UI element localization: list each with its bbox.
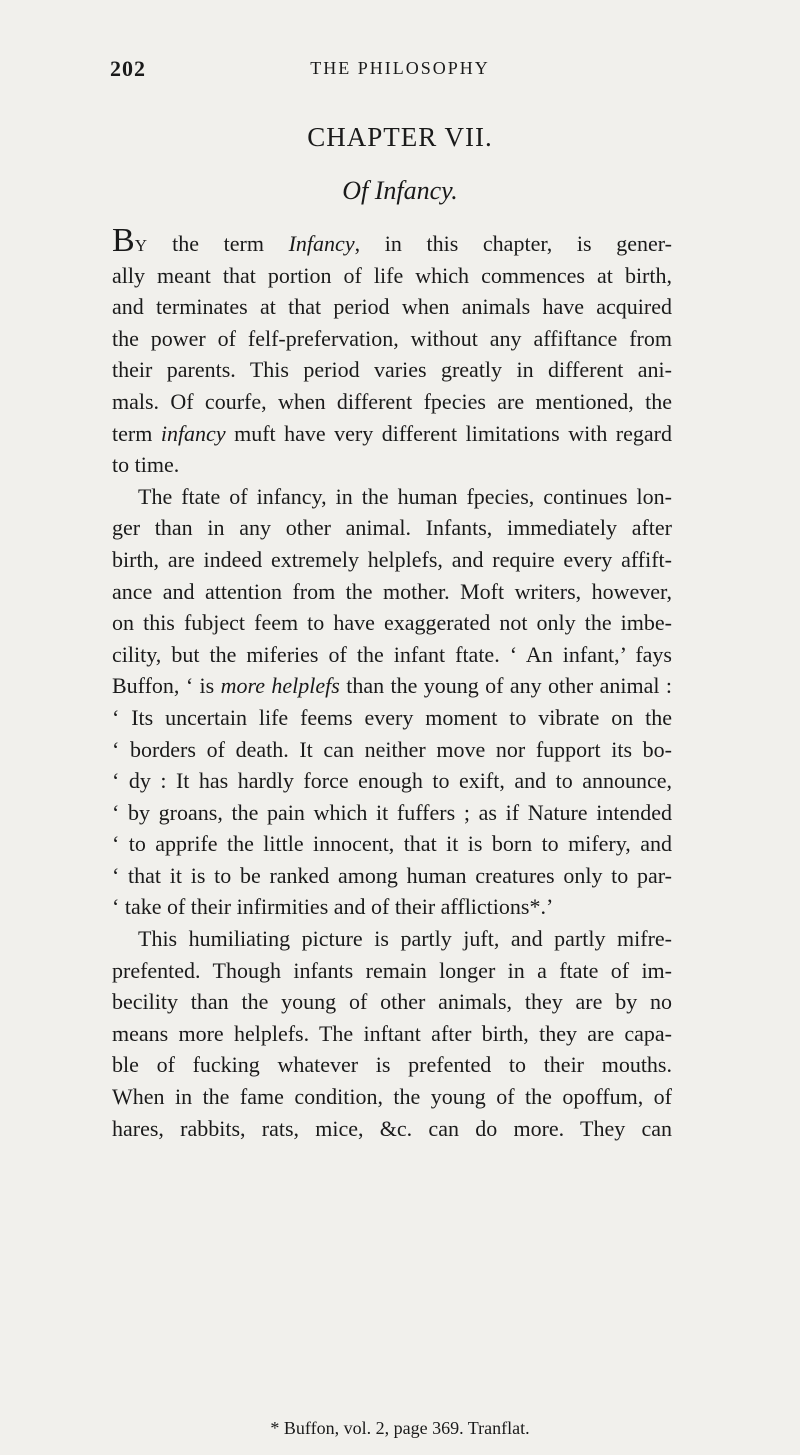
text-line: The ftate of infancy, in the human fpecies, continues lon- [138,483,672,509]
drop-cap: B [112,222,135,259]
footnote: * Buffon, vol. 2, page 369. Tranflat. [270,1418,530,1438]
text-line: on this fubject feem to have exaggerated not only the imbe- [112,610,672,636]
text-line: ‘ take of their infirmities and of their afflictions*.’ [112,894,554,920]
text-line: ally meant that portion of life which commences at birth, [112,262,672,288]
text-line: term infancy muft have very different limitations with regard [112,420,672,446]
chapter-title: CHAPTER VII. [307,122,493,152]
text-line: ance and attention from the mother. Moft writers, however, [112,578,672,604]
text-line: Buffon, ‘ is more helplefs than the young of any other animal : [112,673,672,699]
page-number: 202 [110,56,146,81]
text-line: the power of felf-prefervation, without any affiftance from [112,325,672,351]
text-line: to time. [112,452,180,478]
text-line: When in the fame condition, the young of the opoffum, of [112,1084,672,1110]
text-line: cility, but the miferies of the infant ftate. ‘ An infant,’ fays [112,641,672,667]
text-line: ‘ that it is to be ranked among human creatures only to par- [112,862,672,888]
paragraph-2 [112,481,672,923]
text-line: their parents. This period varies greatly in different ani- [112,357,672,383]
text-line: becility than the young of other animals, they are by no [112,989,672,1015]
paragraph-1 [112,222,672,481]
text-line: BY the term Infancy, in this chapter, is gener- [112,222,672,259]
chapter-subtitle: Of Infancy. [342,176,458,205]
running-title: THE PHILOSOPHY [310,58,490,78]
text-line: means more helplefs. The inftant after birth, they are capa- [112,1020,672,1046]
text-line: ble of fucking whatever is prefented to their mouths. [112,1052,672,1078]
body-text [112,222,672,1144]
text-line: ‘ to apprife the little innocent, that it is born to mifery, and [112,831,672,857]
text-line: ‘ dy : It has hardly force enough to exift, and to announce, [112,768,672,794]
text-line: ‘ Its uncertain life feems every moment to vibrate on the [112,704,672,730]
text-line: birth, are indeed extremely helplefs, and require every affift- [112,546,672,572]
text-line: and terminates at that period when animals have acquired [112,294,672,320]
text-line: ‘ by groans, the pain which it fuffers ; as if Nature intended [112,799,672,825]
text-line: ger than in any other animal. Infants, immediately after [112,515,672,541]
text-line: hares, rabbits, rats, mice, &c. can do more. They can [112,1115,672,1141]
text-line: prefented. Though infants remain longer in a ftate of im- [112,957,672,983]
paragraph-3 [112,923,672,1144]
text-line: mals. Of courfe, when different fpecies are mentioned, the [112,388,672,414]
text-line: ‘ borders of death. It can neither move nor fupport its bo- [112,736,672,762]
text-line: This humiliating picture is partly juft, and partly mifre- [138,926,672,952]
